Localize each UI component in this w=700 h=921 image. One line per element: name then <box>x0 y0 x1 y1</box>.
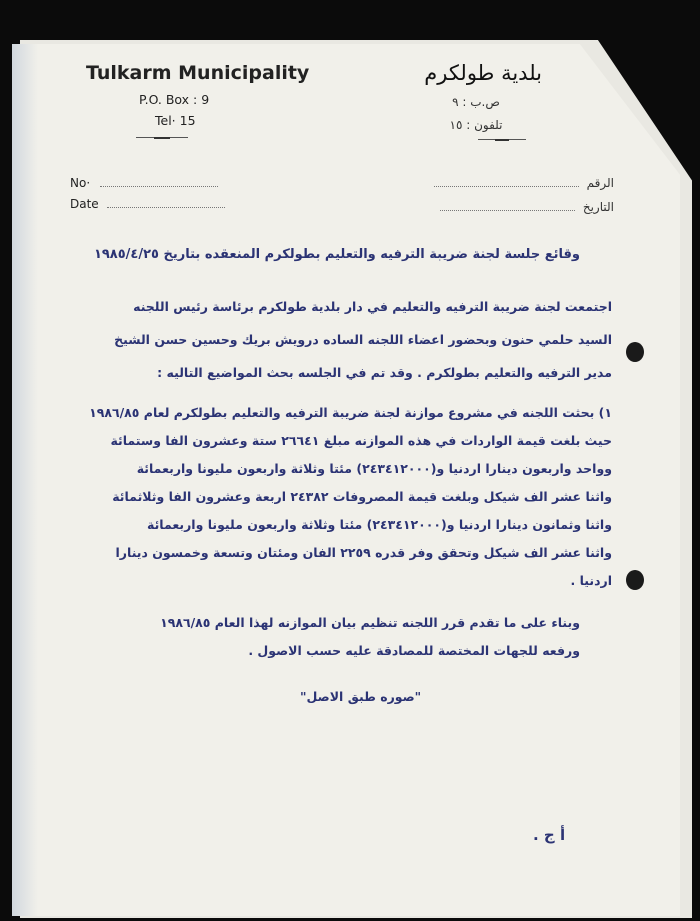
no-label: No· <box>70 176 91 190</box>
intro-line: اجتمعت لجنة ضريبة الترفيه والتعليم في دار بلدية طولكرم برئاسة رئيس اللجنه <box>133 299 612 314</box>
date-field <box>70 196 225 212</box>
date-label-ar: التاريخ <box>582 200 614 214</box>
divider <box>478 139 526 140</box>
intro-line: السيد حلمي حنون وبحضور اعضاء اللجنه الساده درويش بريك وحسين حسن الشيخ <box>114 332 612 347</box>
closing-line: وبناء على ما تقدم قرر اللجنه تنظيم بيان الموازنه لهذا العام ١٩٨٦/٨٥ <box>160 615 580 630</box>
item-line: واثنا وثمانون دينارا اردنيا و(٢٤٣٤١٢٠٠٠) مئتا وثلاثة واربعون مليونا واربعمائة <box>147 517 612 532</box>
letterhead-pobox-ar: ص.ب : ٩ <box>452 95 500 109</box>
date-field-ar <box>440 199 614 215</box>
punch-hole <box>626 342 644 362</box>
no-field <box>70 175 218 191</box>
item-line: واثنا عشر الف شيكل وتحقق وفر قدره ٢٢٥٩ الفان ومئتان وتسعة وخمسون دينارا <box>115 545 612 560</box>
date-dotted-line-ar <box>440 210 575 211</box>
closing-line: ورفعه للجهات المختصة للمصادقة عليه حسب الاصول . <box>248 643 580 658</box>
letterhead-pobox-en: P.O. Box : 9 <box>139 92 210 107</box>
item-line: ١) بحثت اللجنه في مشروع موازنة لجنة ضريبة الترفيه والتعليم بطولكرم لعام ١٩٨٦/٨٥ <box>89 405 612 420</box>
letterhead-name-en: Tulkarm Municipality <box>86 62 310 84</box>
number-dotted-line <box>434 186 579 187</box>
certification-note: "صوره طبق الاصل" <box>300 689 422 704</box>
letterhead-tel-en: Tel· 15 <box>155 113 196 128</box>
punch-hole <box>626 570 644 590</box>
item-line: واثنا عشر الف شيكل وبلغت قيمة المصروفات ٢٤٣٨٢ اربعة وعشرون الفا وثلاثمائة <box>112 489 612 504</box>
item-line: حيث بلغت قيمة الواردات في هذه الموازنه مبلغ ٢٦٦٤١ ستة وعشرون الفا وستمائة <box>110 433 612 448</box>
letterhead-tel-ar: تلفون : ١٥ <box>449 118 503 132</box>
intro-line: مدير الترفيه والتعليم بطولكرم . وقد تم في الجلسه بحث المواضيع التاليه : <box>157 365 612 380</box>
initials: أ ج . <box>533 826 566 844</box>
number-label-ar: الرقم <box>586 176 614 190</box>
letterhead-name-ar: بلدية طولكرم <box>424 61 542 85</box>
date-dotted-line <box>107 207 225 208</box>
divider <box>136 137 188 138</box>
no-dotted-line <box>100 186 218 187</box>
document-title: وقائع جلسة لجنة ضريبة الترفيه والتعليم بطولكرم المنعقده بتاريخ ١٩٨٥/٤/٢٥ <box>93 247 580 262</box>
date-label: Date <box>70 197 99 211</box>
item-line: اردنيا . <box>570 573 612 588</box>
item-line: وواحد واربعون دينارا اردنيا و(٢٤٣٤١٢٠٠٠) مئتا وثلاثة واربعون مليونا واربعمائة <box>136 461 612 476</box>
number-field-ar <box>434 175 614 191</box>
